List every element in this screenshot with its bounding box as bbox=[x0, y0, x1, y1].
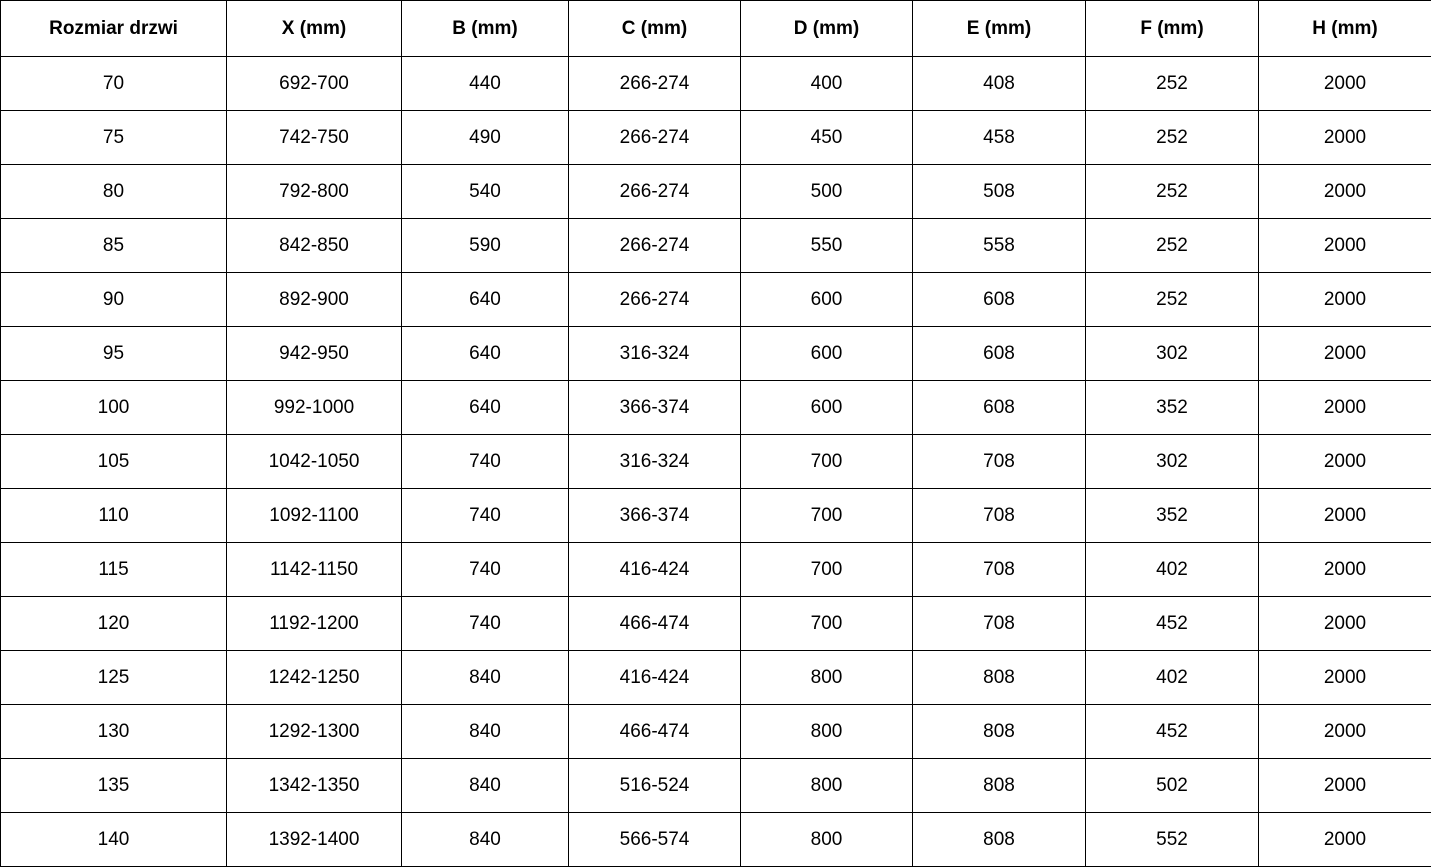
cell-e: 408 bbox=[913, 57, 1086, 111]
cell-door-size: 105 bbox=[1, 435, 227, 489]
column-header-c: C (mm) bbox=[569, 1, 741, 57]
cell-door-size: 115 bbox=[1, 543, 227, 597]
cell-x: 742-750 bbox=[227, 111, 402, 165]
cell-e: 708 bbox=[913, 597, 1086, 651]
cell-h: 2000 bbox=[1259, 651, 1431, 705]
table-header-row bbox=[1, 1, 1431, 57]
cell-h: 2000 bbox=[1259, 597, 1431, 651]
cell-door-size: 80 bbox=[1, 165, 227, 219]
cell-e: 808 bbox=[913, 651, 1086, 705]
cell-f: 302 bbox=[1086, 435, 1259, 489]
column-header-f: F (mm) bbox=[1086, 1, 1259, 57]
cell-h: 2000 bbox=[1259, 273, 1431, 327]
cell-f: 402 bbox=[1086, 543, 1259, 597]
cell-e: 608 bbox=[913, 273, 1086, 327]
cell-b: 640 bbox=[402, 381, 569, 435]
cell-b: 840 bbox=[402, 705, 569, 759]
table-row bbox=[1, 651, 1431, 705]
table-header bbox=[1, 1, 1431, 57]
cell-b: 590 bbox=[402, 219, 569, 273]
table-row bbox=[1, 597, 1431, 651]
table-row bbox=[1, 381, 1431, 435]
cell-f: 252 bbox=[1086, 111, 1259, 165]
cell-x: 1242-1250 bbox=[227, 651, 402, 705]
cell-f: 552 bbox=[1086, 813, 1259, 867]
table-body bbox=[1, 57, 1431, 867]
cell-door-size: 135 bbox=[1, 759, 227, 813]
cell-b: 540 bbox=[402, 165, 569, 219]
table-row bbox=[1, 489, 1431, 543]
table-row bbox=[1, 759, 1431, 813]
cell-d: 450 bbox=[741, 111, 913, 165]
cell-e: 708 bbox=[913, 543, 1086, 597]
cell-h: 2000 bbox=[1259, 111, 1431, 165]
cell-door-size: 110 bbox=[1, 489, 227, 543]
cell-d: 550 bbox=[741, 219, 913, 273]
cell-f: 502 bbox=[1086, 759, 1259, 813]
cell-d: 700 bbox=[741, 435, 913, 489]
cell-c: 266-274 bbox=[569, 57, 741, 111]
cell-h: 2000 bbox=[1259, 705, 1431, 759]
cell-h: 2000 bbox=[1259, 327, 1431, 381]
cell-f: 252 bbox=[1086, 57, 1259, 111]
column-header-b: B (mm) bbox=[402, 1, 569, 57]
cell-b: 640 bbox=[402, 273, 569, 327]
cell-x: 1342-1350 bbox=[227, 759, 402, 813]
cell-f: 302 bbox=[1086, 327, 1259, 381]
cell-e: 808 bbox=[913, 759, 1086, 813]
cell-d: 800 bbox=[741, 651, 913, 705]
cell-b: 840 bbox=[402, 813, 569, 867]
cell-e: 558 bbox=[913, 219, 1086, 273]
cell-h: 2000 bbox=[1259, 543, 1431, 597]
cell-e: 508 bbox=[913, 165, 1086, 219]
cell-b: 640 bbox=[402, 327, 569, 381]
cell-b: 490 bbox=[402, 111, 569, 165]
cell-e: 708 bbox=[913, 435, 1086, 489]
cell-d: 700 bbox=[741, 543, 913, 597]
cell-b: 740 bbox=[402, 543, 569, 597]
cell-f: 352 bbox=[1086, 381, 1259, 435]
cell-e: 708 bbox=[913, 489, 1086, 543]
cell-x: 692-700 bbox=[227, 57, 402, 111]
cell-c: 266-274 bbox=[569, 165, 741, 219]
cell-c: 316-324 bbox=[569, 327, 741, 381]
cell-h: 2000 bbox=[1259, 165, 1431, 219]
cell-c: 266-274 bbox=[569, 273, 741, 327]
cell-h: 2000 bbox=[1259, 489, 1431, 543]
cell-b: 840 bbox=[402, 759, 569, 813]
cell-x: 1042-1050 bbox=[227, 435, 402, 489]
cell-x: 1292-1300 bbox=[227, 705, 402, 759]
cell-c: 466-474 bbox=[569, 705, 741, 759]
cell-d: 800 bbox=[741, 759, 913, 813]
table-row bbox=[1, 111, 1431, 165]
cell-b: 740 bbox=[402, 489, 569, 543]
cell-f: 252 bbox=[1086, 165, 1259, 219]
cell-e: 808 bbox=[913, 813, 1086, 867]
cell-b: 740 bbox=[402, 435, 569, 489]
cell-d: 600 bbox=[741, 327, 913, 381]
cell-d: 600 bbox=[741, 273, 913, 327]
cell-d: 800 bbox=[741, 813, 913, 867]
column-header-door-size: Rozmiar drzwi bbox=[1, 1, 227, 57]
cell-d: 400 bbox=[741, 57, 913, 111]
cell-c: 416-424 bbox=[569, 543, 741, 597]
table-row bbox=[1, 543, 1431, 597]
cell-f: 352 bbox=[1086, 489, 1259, 543]
cell-door-size: 130 bbox=[1, 705, 227, 759]
cell-c: 516-524 bbox=[569, 759, 741, 813]
cell-h: 2000 bbox=[1259, 759, 1431, 813]
cell-x: 942-950 bbox=[227, 327, 402, 381]
cell-h: 2000 bbox=[1259, 381, 1431, 435]
cell-d: 500 bbox=[741, 165, 913, 219]
cell-c: 366-374 bbox=[569, 489, 741, 543]
cell-b: 740 bbox=[402, 597, 569, 651]
cell-x: 842-850 bbox=[227, 219, 402, 273]
cell-c: 266-274 bbox=[569, 219, 741, 273]
table-row bbox=[1, 435, 1431, 489]
cell-h: 2000 bbox=[1259, 57, 1431, 111]
cell-c: 366-374 bbox=[569, 381, 741, 435]
column-header-h: H (mm) bbox=[1259, 1, 1431, 57]
cell-door-size: 100 bbox=[1, 381, 227, 435]
cell-x: 1192-1200 bbox=[227, 597, 402, 651]
cell-door-size: 140 bbox=[1, 813, 227, 867]
cell-c: 466-474 bbox=[569, 597, 741, 651]
cell-door-size: 95 bbox=[1, 327, 227, 381]
cell-x: 1142-1150 bbox=[227, 543, 402, 597]
cell-b: 840 bbox=[402, 651, 569, 705]
column-header-e: E (mm) bbox=[913, 1, 1086, 57]
cell-f: 452 bbox=[1086, 597, 1259, 651]
column-header-d: D (mm) bbox=[741, 1, 913, 57]
cell-h: 2000 bbox=[1259, 219, 1431, 273]
column-header-x: X (mm) bbox=[227, 1, 402, 57]
cell-x: 1092-1100 bbox=[227, 489, 402, 543]
table-row bbox=[1, 813, 1431, 867]
cell-door-size: 85 bbox=[1, 219, 227, 273]
cell-d: 800 bbox=[741, 705, 913, 759]
cell-x: 892-900 bbox=[227, 273, 402, 327]
table-row bbox=[1, 165, 1431, 219]
cell-c: 416-424 bbox=[569, 651, 741, 705]
cell-x: 992-1000 bbox=[227, 381, 402, 435]
cell-h: 2000 bbox=[1259, 813, 1431, 867]
cell-door-size: 90 bbox=[1, 273, 227, 327]
cell-e: 808 bbox=[913, 705, 1086, 759]
cell-e: 608 bbox=[913, 381, 1086, 435]
cell-b: 440 bbox=[402, 57, 569, 111]
table-row bbox=[1, 219, 1431, 273]
cell-e: 608 bbox=[913, 327, 1086, 381]
cell-f: 252 bbox=[1086, 273, 1259, 327]
cell-d: 700 bbox=[741, 489, 913, 543]
cell-h: 2000 bbox=[1259, 435, 1431, 489]
cell-f: 252 bbox=[1086, 219, 1259, 273]
cell-c: 566-574 bbox=[569, 813, 741, 867]
cell-f: 402 bbox=[1086, 651, 1259, 705]
cell-f: 452 bbox=[1086, 705, 1259, 759]
cell-door-size: 120 bbox=[1, 597, 227, 651]
cell-x: 792-800 bbox=[227, 165, 402, 219]
cell-d: 600 bbox=[741, 381, 913, 435]
cell-door-size: 125 bbox=[1, 651, 227, 705]
cell-x: 1392-1400 bbox=[227, 813, 402, 867]
table-row bbox=[1, 705, 1431, 759]
cell-c: 316-324 bbox=[569, 435, 741, 489]
table-row bbox=[1, 327, 1431, 381]
cell-c: 266-274 bbox=[569, 111, 741, 165]
cell-door-size: 70 bbox=[1, 57, 227, 111]
cell-d: 700 bbox=[741, 597, 913, 651]
table-row bbox=[1, 273, 1431, 327]
cell-door-size: 75 bbox=[1, 111, 227, 165]
table-row bbox=[1, 57, 1431, 111]
cell-e: 458 bbox=[913, 111, 1086, 165]
